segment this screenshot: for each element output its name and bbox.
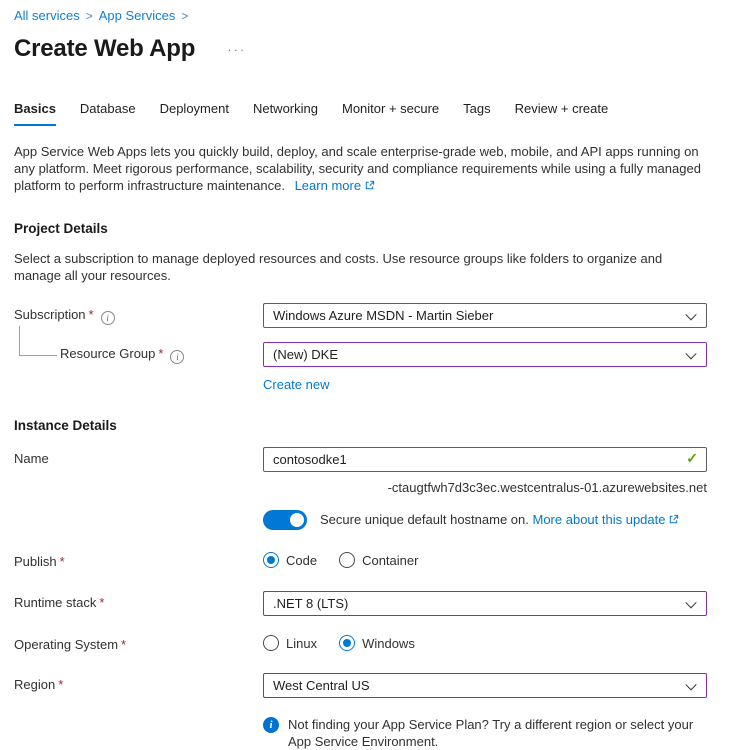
external-link-icon (364, 178, 375, 195)
subscription-dropdown[interactable] (263, 303, 707, 328)
field-row-operating-system (14, 633, 707, 652)
intro-text: App Service Web Apps lets you quickly build, deploy, and scale enterprise-grade web, mobile, and API apps running on any platform. Meet rigorous performance, scalability, security and compliance requirements while using a fully managed platform to perform infrastructure maintenance. Learn more (14, 144, 701, 193)
breadcrumb-separator-icon: > (181, 8, 189, 23)
runtime-stack-label: Runtime stack * (14, 595, 105, 610)
tab-networking[interactable]: Networking (252, 101, 318, 116)
create-new-link[interactable]: Create new (263, 377, 330, 392)
resource-group-dropdown[interactable] (263, 342, 707, 367)
field-row-subscription (14, 303, 707, 328)
hierarchy-connector (19, 326, 57, 356)
field-row-resource-group (14, 342, 707, 367)
runtime-stack-value: .NET 8 (LTS) (273, 596, 349, 611)
publish-label: Publish * (14, 554, 65, 569)
required-marker: * (99, 595, 105, 610)
publish-option-code[interactable]: Code (263, 552, 317, 568)
field-row-region (14, 673, 707, 698)
chevron-down-icon (685, 348, 696, 359)
toggle-knob (290, 513, 304, 527)
field-row-publish (14, 550, 707, 569)
valid-check-icon: ✓ (686, 450, 698, 466)
more-about-update-link[interactable]: More about this update (533, 512, 680, 527)
chevron-down-icon (685, 679, 696, 690)
secure-hostname-text: Secure unique default hostname on. More about this update (320, 512, 679, 528)
os-option-linux[interactable]: Linux (263, 635, 317, 651)
tab-database[interactable]: Database (79, 101, 136, 116)
radio-unselected-icon (339, 552, 355, 568)
subscription-value: Windows Azure MSDN - Martin Sieber (273, 308, 494, 323)
tab-review-create[interactable]: Review + create (514, 101, 609, 116)
hostname-suffix: -ctaugtfwh7d3c3ec.westcentralus-01.azurewebsites.net (387, 480, 707, 495)
required-marker: * (88, 307, 94, 322)
breadcrumb (14, 8, 707, 23)
project-details-heading: Project Details (14, 221, 108, 236)
field-row-runtime-stack (14, 591, 707, 616)
region-label: Region * (14, 677, 64, 692)
project-details-description: Select a subscription to manage deployed resources and costs. Use resource groups like folders to organize and manage all your resources. (14, 251, 663, 283)
info-tooltip-icon[interactable]: i (101, 311, 115, 325)
learn-more-link[interactable]: Learn more (295, 178, 375, 193)
notice-text: Not finding your App Service Plan? Try a different region or select your App Service Environment. (288, 717, 694, 749)
region-value: West Central US (273, 678, 370, 693)
breadcrumb-separator-icon: > (85, 8, 93, 23)
chevron-down-icon (685, 309, 696, 320)
tab-deployment[interactable]: Deployment (159, 101, 229, 116)
radio-unselected-icon (263, 635, 279, 651)
name-label: Name (14, 451, 49, 466)
resource-group-label: Resource Group * i (14, 342, 263, 367)
instance-details-heading: Instance Details (14, 418, 117, 433)
external-link-icon (668, 513, 679, 528)
publish-radio-group (263, 550, 707, 568)
info-filled-icon: i (263, 717, 279, 733)
os-radio-group (263, 633, 707, 651)
publish-option-container[interactable]: Container (339, 552, 418, 568)
name-input[interactable] (263, 447, 707, 472)
page-title: Create Web App (14, 35, 196, 62)
breadcrumb-all-services[interactable]: All services (14, 8, 80, 23)
operating-system-label: Operating System * (14, 637, 127, 652)
more-actions-icon[interactable]: ··· (227, 41, 247, 57)
runtime-stack-dropdown[interactable] (263, 591, 707, 616)
subscription-label: Subscription * i (14, 303, 263, 328)
region-dropdown[interactable] (263, 673, 707, 698)
required-marker: * (158, 346, 164, 361)
radio-selected-icon (263, 552, 279, 568)
tab-tags[interactable]: Tags (463, 101, 491, 116)
required-marker: * (59, 554, 65, 569)
required-marker: * (58, 677, 64, 692)
app-service-plan-notice (263, 716, 707, 750)
field-row-notice (14, 716, 707, 750)
resource-group-value: (New) DKE (273, 347, 339, 362)
os-option-windows[interactable]: Windows (339, 635, 415, 651)
field-row-name (14, 447, 707, 472)
radio-selected-icon (339, 635, 355, 651)
info-tooltip-icon[interactable]: i (170, 350, 184, 364)
required-marker: * (121, 637, 127, 652)
tab-monitor-secure[interactable]: Monitor + secure (341, 101, 440, 116)
secure-hostname-toggle[interactable] (263, 510, 307, 530)
chevron-down-icon (685, 597, 696, 608)
tab-basics[interactable]: Basics (14, 101, 56, 126)
tab-bar (14, 101, 707, 126)
breadcrumb-app-services[interactable]: App Services (98, 8, 176, 23)
